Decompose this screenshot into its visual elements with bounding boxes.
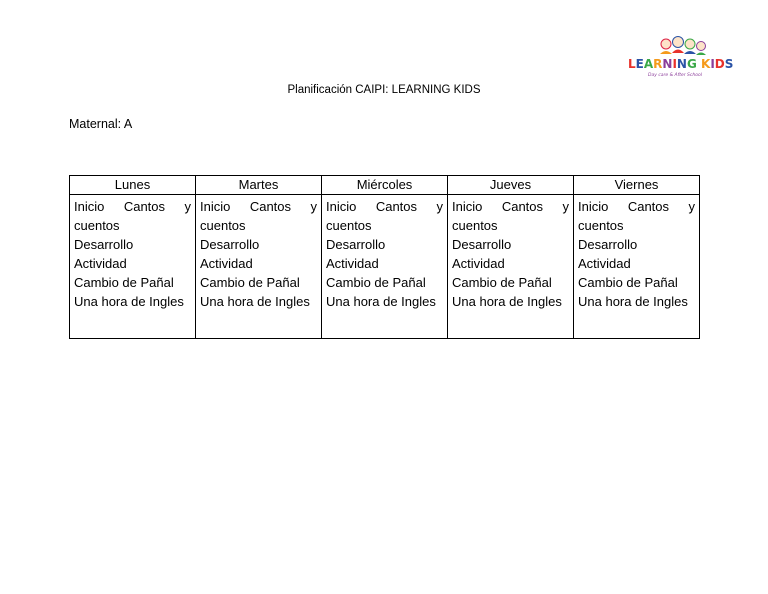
activity-item: Cambio de Pañal bbox=[452, 275, 552, 290]
activity-item: Cambio de Pañal bbox=[200, 275, 300, 290]
page-title: Planificación CAIPI: LEARNING KIDS bbox=[287, 84, 481, 96]
learning-kids-logo bbox=[620, 32, 738, 92]
day-header-tuesday: Martes bbox=[196, 176, 322, 195]
activity-item: Desarrollo bbox=[200, 237, 260, 252]
svg-text:LEARNING KIDS: LEARNING KIDS bbox=[628, 57, 734, 71]
day-cell-monday bbox=[70, 195, 196, 339]
activity-item: Una hora de Ingles bbox=[326, 294, 436, 309]
svg-text:Day care & After School: Day care & After School bbox=[648, 73, 702, 78]
activity-item: Actividad bbox=[74, 256, 127, 271]
activity-item: Una hora de Ingles bbox=[74, 294, 184, 309]
activity-item: Actividad bbox=[578, 256, 631, 271]
activity-item: Actividad bbox=[326, 256, 379, 271]
activity-item: Actividad bbox=[452, 256, 505, 271]
weekly-schedule-table bbox=[69, 175, 700, 339]
table-header-row bbox=[70, 176, 700, 195]
activity-item: Inicio Cantos y cuentos bbox=[578, 199, 695, 233]
day-cell-friday bbox=[574, 195, 700, 339]
day-cell-wednesday bbox=[322, 195, 448, 339]
activity-item: Una hora de Ingles bbox=[578, 294, 688, 309]
day-header-thursday: Jueves bbox=[448, 176, 574, 195]
activity-item: Desarrollo bbox=[452, 237, 512, 252]
activity-item: Desarrollo bbox=[74, 237, 134, 252]
activity-item: Actividad bbox=[200, 256, 253, 271]
table-row bbox=[70, 195, 700, 339]
activity-item: Cambio de Pañal bbox=[578, 275, 678, 290]
group-label: Maternal: A bbox=[69, 117, 133, 131]
activity-item: Inicio Cantos y cuentos bbox=[200, 199, 317, 233]
activity-item: Una hora de Ingles bbox=[452, 294, 562, 309]
day-cell-tuesday bbox=[196, 195, 322, 339]
activity-item: Cambio de Pañal bbox=[74, 275, 174, 290]
day-header-monday: Lunes bbox=[70, 176, 196, 195]
activity-item: Desarrollo bbox=[326, 237, 386, 252]
activity-item: Desarrollo bbox=[578, 237, 638, 252]
activity-item: Inicio Cantos y cuentos bbox=[74, 199, 191, 233]
activity-item: Inicio Cantos y cuentos bbox=[326, 199, 443, 233]
activity-item: Una hora de Ingles bbox=[200, 294, 310, 309]
activity-item: Inicio Cantos y cuentos bbox=[452, 199, 569, 233]
day-cell-thursday bbox=[448, 195, 574, 339]
activity-item: Cambio de Pañal bbox=[326, 275, 426, 290]
day-header-wednesday: Miércoles bbox=[322, 176, 448, 195]
day-header-friday: Viernes bbox=[574, 176, 700, 195]
